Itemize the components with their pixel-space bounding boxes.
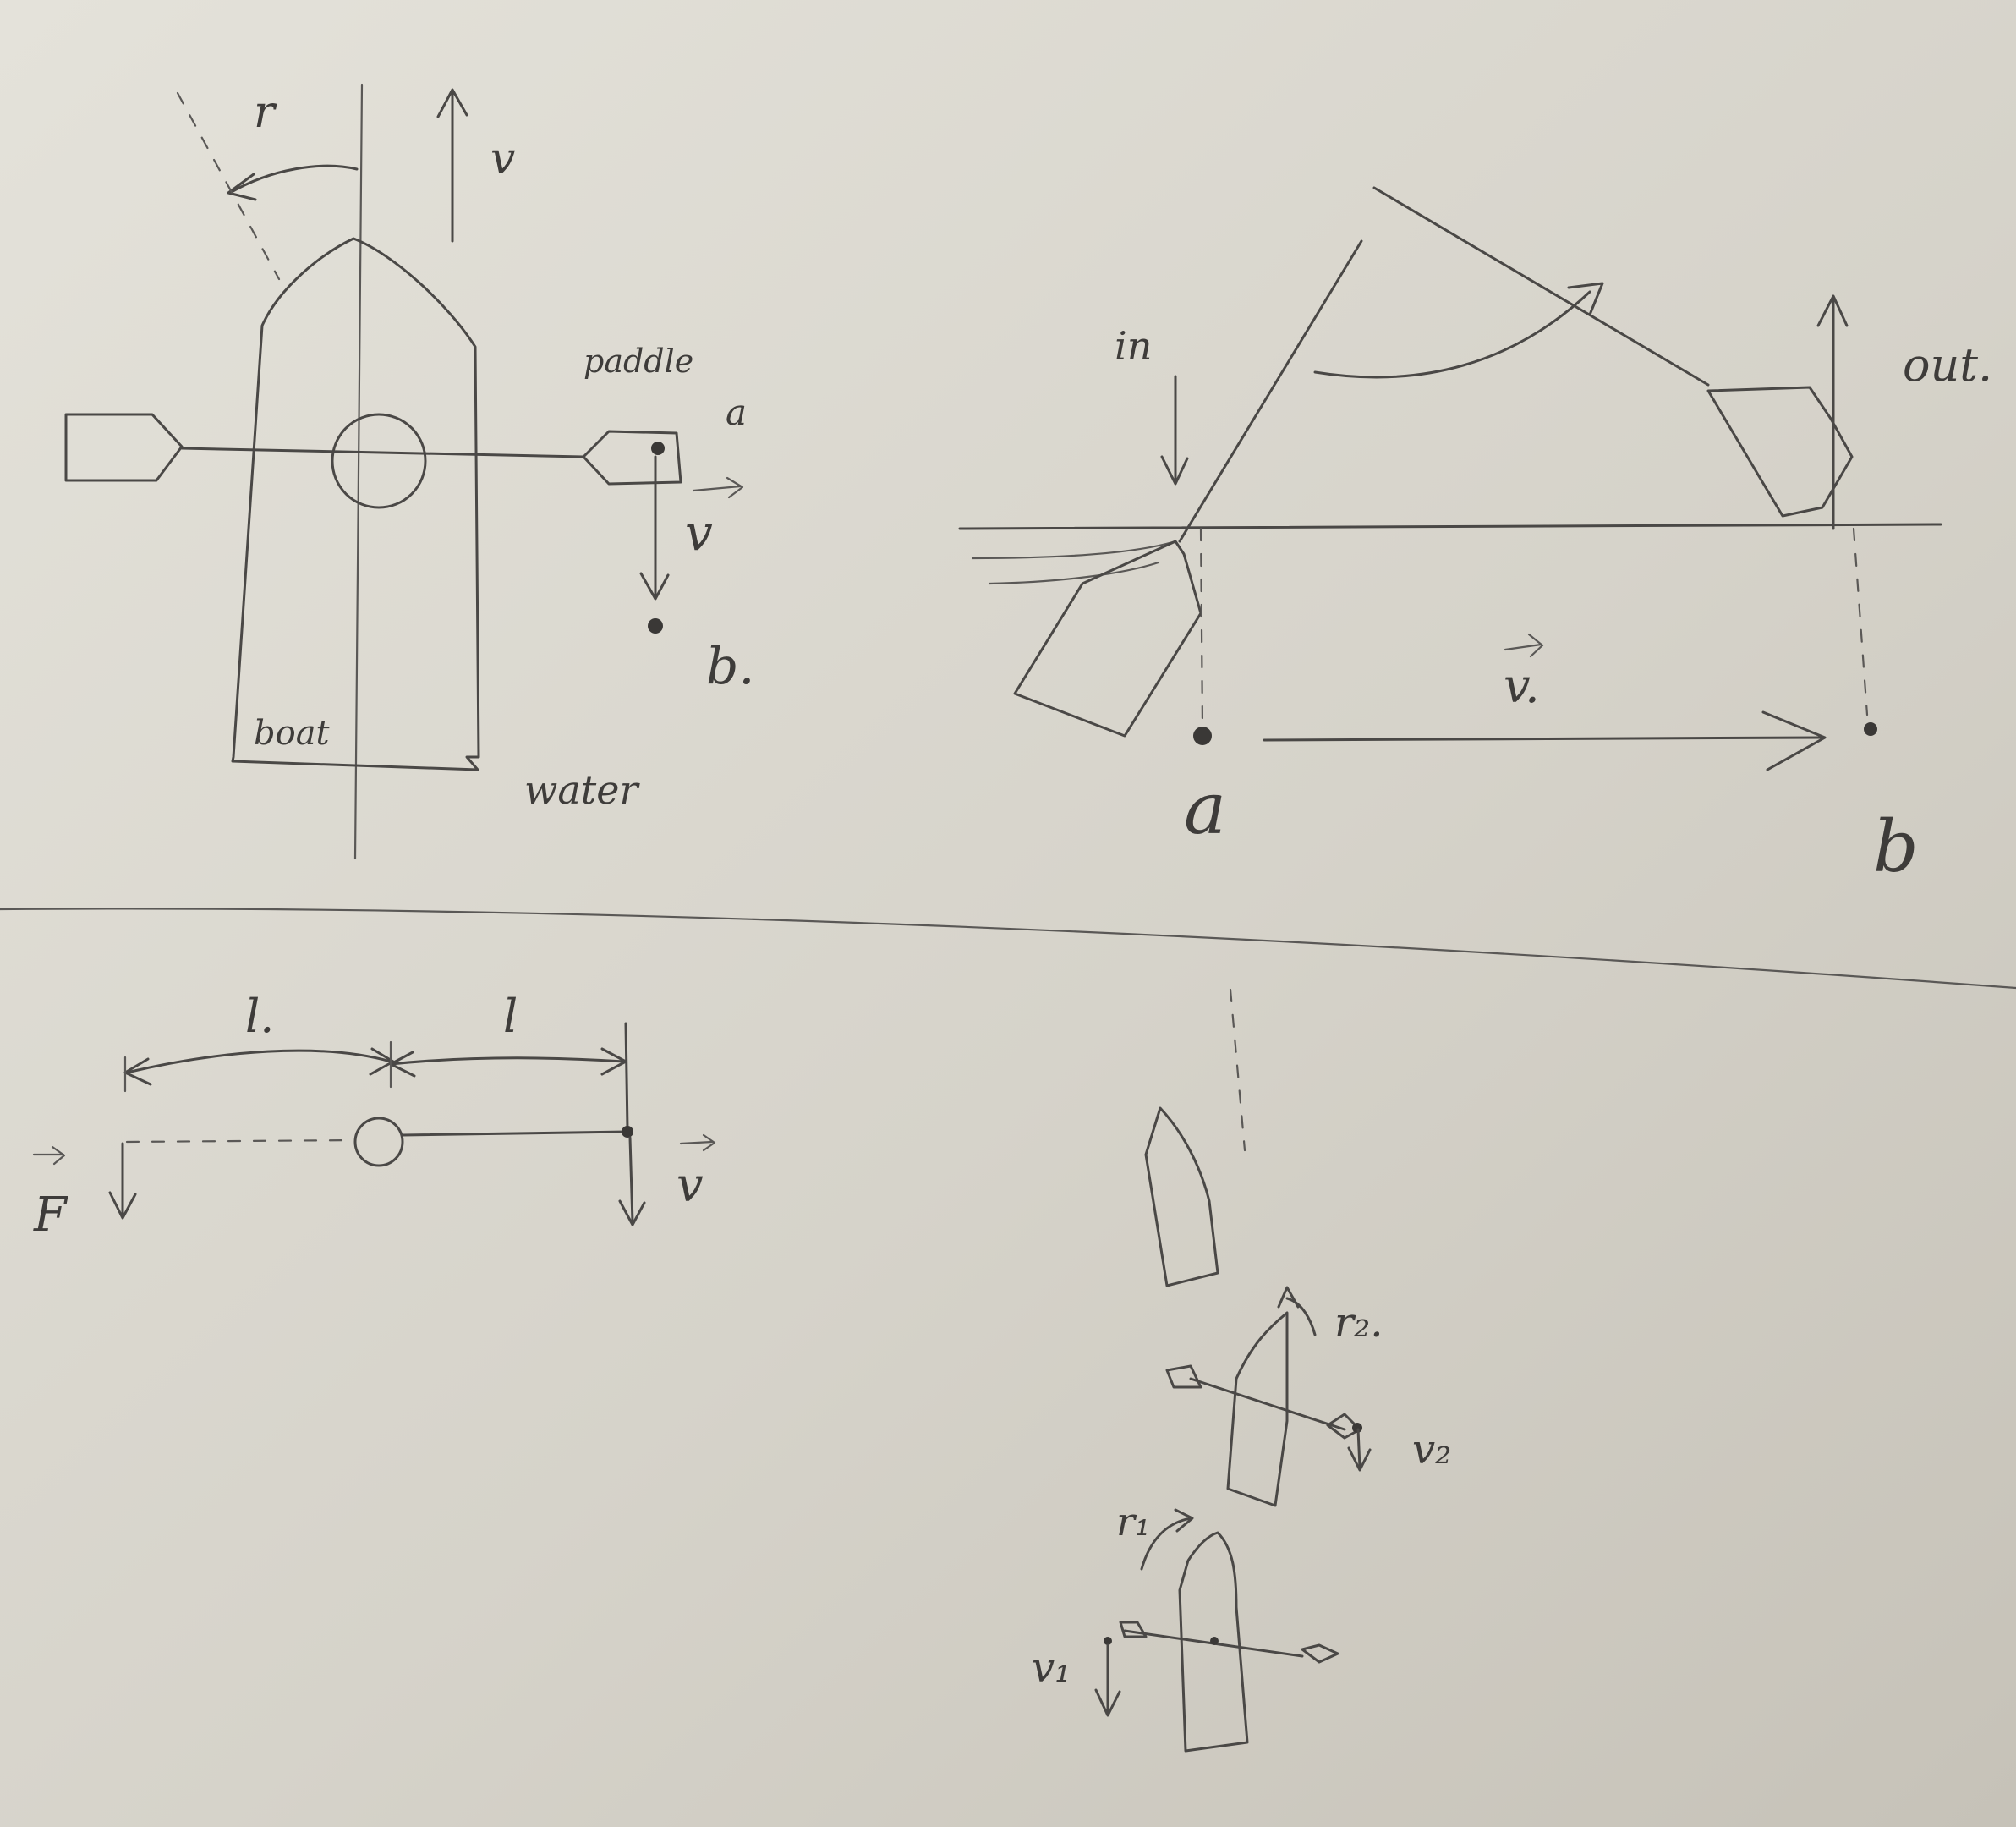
point-b-dot bbox=[648, 618, 663, 634]
label-a-side: a bbox=[1184, 767, 1227, 850]
label-paddle: paddle bbox=[583, 343, 694, 380]
point-b-dot-side bbox=[1864, 722, 1877, 736]
boat-1-pivot-dot bbox=[1210, 1637, 1219, 1645]
label-v2: v₂ bbox=[1412, 1426, 1452, 1473]
label-in: in bbox=[1115, 323, 1153, 369]
label-v-side: v. bbox=[1504, 659, 1540, 714]
label-l-left: l. bbox=[245, 990, 275, 1043]
label-v-paddle: v bbox=[685, 504, 713, 562]
point-a-dot bbox=[651, 442, 665, 455]
dimension-tick-right bbox=[626, 1023, 627, 1129]
label-l-right: l bbox=[503, 990, 518, 1043]
label-r2: r₂. bbox=[1334, 1299, 1383, 1347]
label-b-side: b bbox=[1873, 805, 1919, 888]
label-boat: boat bbox=[254, 714, 330, 753]
label-v-boat: v bbox=[490, 134, 516, 184]
label-r1: r₁ bbox=[1116, 1499, 1151, 1544]
boat-2-velocity-arrow bbox=[1358, 1429, 1360, 1468]
label-out: out. bbox=[1903, 338, 1993, 392]
label-a: a bbox=[726, 392, 748, 433]
label-F: F bbox=[34, 1188, 67, 1243]
label-b: b. bbox=[706, 637, 755, 696]
label-v-lever: v bbox=[677, 1158, 704, 1213]
label-v1: v₁ bbox=[1032, 1644, 1071, 1692]
point-a-dot-side bbox=[1193, 727, 1212, 745]
label-r: r bbox=[254, 87, 275, 138]
lever-end-dot bbox=[622, 1126, 633, 1138]
label-water: water bbox=[524, 767, 638, 813]
